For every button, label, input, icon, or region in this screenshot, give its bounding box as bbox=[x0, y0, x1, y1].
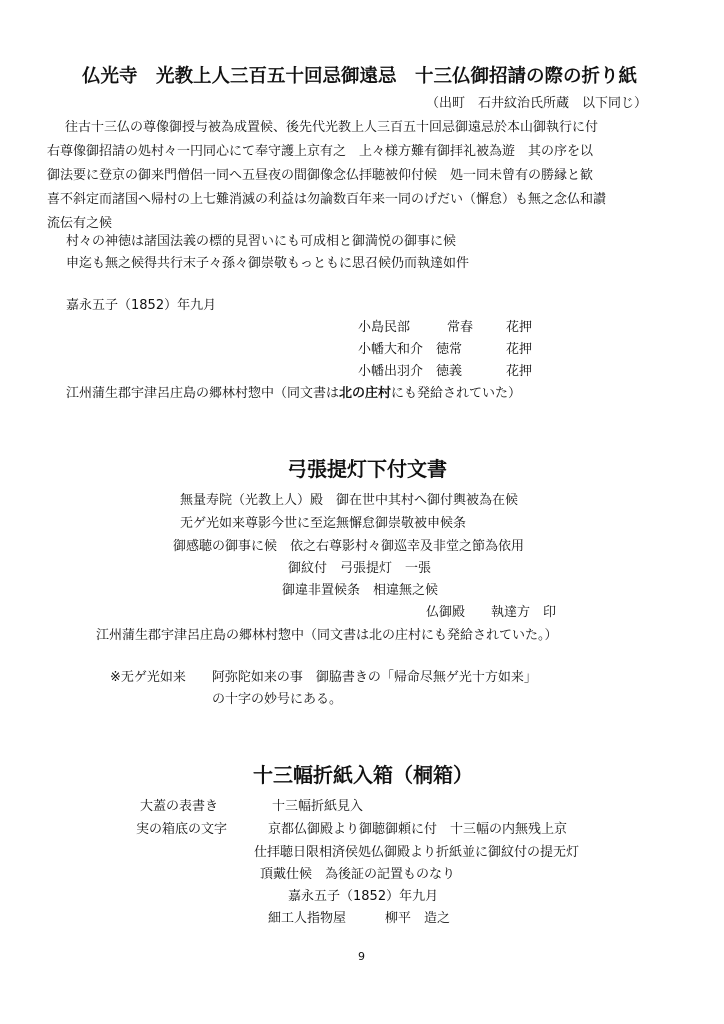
base-line: 細工人指物屋 柳平 造之 bbox=[268, 911, 451, 926]
lid-text: 十三幅折紙見入 bbox=[272, 799, 364, 814]
closing-line: 申迄も無之候得共行末子々孫々御崇敬もっともに思召候仍而執達如件 bbox=[66, 256, 470, 271]
decree-line: 御紋付 弓張提灯 一張 bbox=[288, 561, 432, 576]
signer-given: 徳常 bbox=[436, 342, 463, 357]
body-line: 流伝有之候 bbox=[47, 216, 113, 231]
body-line: 往古十三仏の尊像御授与被為成置候、後先代光教上人三百五十回忌御遠忌於本山御執行に付 bbox=[52, 120, 599, 135]
address-text: にも発給されていた） bbox=[391, 386, 522, 401]
base-line: 頂戴仕候 為後証の記置ものなり bbox=[260, 867, 456, 882]
decree-line: 無量寿院（光教上人）殿 御在世中其村へ御付輿被為在候 bbox=[180, 493, 519, 508]
signer-mark: 花押 bbox=[506, 320, 533, 335]
section1-title: 仏光寺 光教上人三百五十回忌御遠忌 十三仏御招請の際の折り紙 bbox=[82, 66, 638, 87]
lid-label: 大蓋の表書き bbox=[140, 799, 219, 814]
village-line: 村々の神徳は諸国法義の標的見習いにも可成相と御満悦の御事に候 bbox=[66, 234, 457, 249]
note-line: ※无ゲ光如来 阿弥陀如来の事 御脇書きの「帰命尽無ゲ光十方如来」 bbox=[110, 670, 537, 685]
section3-title: 十三幅折紙入箱（桐箱） bbox=[253, 763, 473, 787]
signer-given: 常春 bbox=[447, 320, 474, 335]
note-line: の十字の妙号にある。 bbox=[212, 692, 343, 707]
address-text: 江州蒲生郡宇津呂庄島の郷林村惣中（同文書は bbox=[66, 386, 340, 401]
body-line: 喜不斜定而諸国へ帰村の上七難消滅の利益は勿論数百年来一同のげだい（懈怠）も無之念仏和讃 bbox=[47, 192, 607, 207]
signer-mark: 花押 bbox=[506, 364, 533, 379]
address-line bbox=[66, 384, 521, 404]
decree-line: 御違非置候条 相違無之候 bbox=[282, 583, 439, 598]
signer-name: 小幡出羽介 bbox=[358, 364, 424, 379]
signer-name: 小幡大和介 bbox=[358, 342, 424, 357]
body-line: 右尊像御招請の処村々一円同心にて奉守護上京有之 上々様方難有御拝礼被為遊 其の序を以 bbox=[47, 144, 594, 159]
address-bold: 北の庄村 bbox=[339, 386, 392, 401]
decree-address: 江州蒲生郡宇津呂庄島の郷林村惣中（同文書は北の庄村にも発給されていた。） bbox=[96, 628, 558, 643]
base-line: 京都仏御殿より御聴御頼に付 十三幅の内無残上京 bbox=[268, 822, 568, 837]
signer-name: 小島民部 bbox=[358, 320, 411, 335]
decree-line: 无ゲ光如来尊影今世に至迄無懈怠御崇敬被申候条 bbox=[180, 516, 467, 531]
body-line: 御法要に登京の御来門僧侶一同へ五昼夜の間御像念仏拝聴被仰付候 処一同未曾有の勝縁と歓 bbox=[47, 168, 594, 183]
signer-mark: 花押 bbox=[506, 342, 533, 357]
decree-signer: 仏御殿 執達方 印 bbox=[426, 605, 557, 620]
source-note: （出町 石井紋治氏所蔵 以下同じ） bbox=[426, 96, 648, 111]
base-line: 嘉永五子（1852）年九月 bbox=[288, 889, 439, 904]
section2-title: 弓張提灯下付文書 bbox=[287, 457, 447, 481]
date-line: 嘉永五子（1852）年九月 bbox=[66, 298, 217, 313]
base-label: 実の箱底の文字 bbox=[136, 822, 228, 837]
base-line: 仕拝聴日限相済侯処仏御殿より折紙並に御紋付の提无灯 bbox=[254, 845, 580, 860]
decree-line: 御感聴の御事に候 依之右尊影村々御巡幸及非堂之節為依用 bbox=[173, 539, 525, 554]
page-number: 9 bbox=[358, 950, 365, 963]
section1-body bbox=[47, 116, 672, 236]
signer-given: 徳義 bbox=[436, 364, 463, 379]
